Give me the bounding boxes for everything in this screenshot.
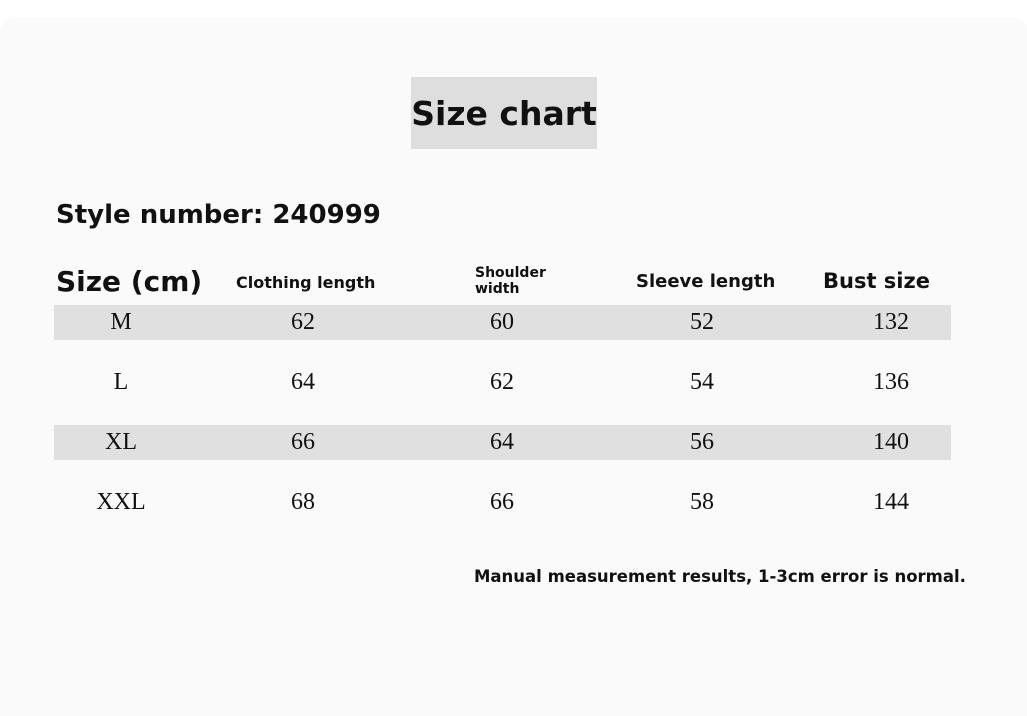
cell-clothing-length: 68	[291, 489, 315, 515]
table-row	[54, 305, 951, 340]
cell-sleeve-length: 52	[690, 309, 714, 335]
cell-shoulder-width: 64	[490, 429, 514, 455]
cell-bust-size: 132	[873, 309, 909, 335]
title-box	[411, 77, 597, 149]
style-number: Style number: 240999	[56, 200, 381, 230]
cell-sleeve-length: 58	[690, 489, 714, 515]
page-title: Size chart	[411, 93, 597, 133]
header-sleeve-length: Sleeve length	[636, 271, 776, 292]
size-chart-card	[0, 18, 1027, 716]
cell-clothing-length: 64	[291, 369, 315, 395]
cell-shoulder-width: 60	[490, 309, 514, 335]
cell-sleeve-length: 54	[690, 369, 714, 395]
cell-size: XL	[105, 429, 137, 455]
header-shoulder-width: Shoulder width	[475, 265, 546, 297]
header-clothing-length: Clothing length	[236, 273, 376, 292]
cell-clothing-length: 66	[291, 429, 315, 455]
header-bust-size: Bust size	[823, 269, 930, 293]
cell-bust-size: 136	[873, 369, 909, 395]
cell-shoulder-width: 66	[490, 489, 514, 515]
cell-shoulder-width: 62	[490, 369, 514, 395]
table-row	[54, 365, 951, 400]
measurement-note: Manual measurement results, 1-3cm error is normal.	[474, 567, 966, 586]
cell-bust-size: 144	[873, 489, 909, 515]
cell-clothing-length: 62	[291, 309, 315, 335]
header-size: Size (cm)	[56, 265, 203, 298]
cell-bust-size: 140	[873, 429, 909, 455]
cell-sleeve-length: 56	[690, 429, 714, 455]
table-row	[54, 485, 951, 520]
cell-size: M	[110, 309, 132, 335]
cell-size: XXL	[96, 489, 146, 515]
cell-size: L	[113, 369, 129, 395]
table-row	[54, 425, 951, 460]
